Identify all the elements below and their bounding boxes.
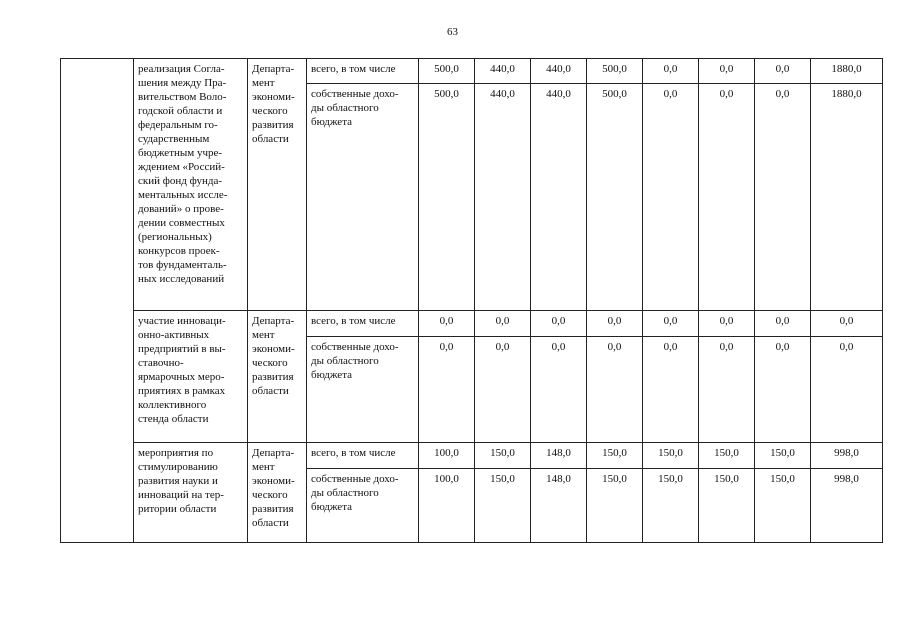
- value-cell: 0,0: [755, 59, 811, 84]
- value-cell: 0,0: [475, 311, 531, 337]
- measure-name-cell: участие инноваци- онно-активных предприятий в вы- ставочно- ярмарочных меро- приятиях в рамках коллективного стенда области: [134, 311, 248, 443]
- table-row: [61, 443, 883, 469]
- value-cell: 0,0: [643, 59, 699, 84]
- value-cell: 0,0: [419, 337, 475, 443]
- department-cell: Департа- мент экономи- ческого развития области: [248, 311, 307, 443]
- value-cell: 150,0: [587, 469, 643, 543]
- value-cell: 148,0: [531, 443, 587, 469]
- empty-left-column-cell: [61, 59, 134, 543]
- value-cell: 500,0: [587, 59, 643, 84]
- value-cell: 0,0: [699, 84, 755, 311]
- value-cell: 0,0: [531, 337, 587, 443]
- value-cell: 150,0: [587, 443, 643, 469]
- funding-source-label: собственные дохо- ды областного бюджета: [307, 337, 419, 443]
- value-cell: 150,0: [643, 443, 699, 469]
- value-cell: 150,0: [699, 469, 755, 543]
- table-row: [61, 59, 883, 84]
- value-total-cell: 0,0: [811, 311, 883, 337]
- value-cell: 0,0: [419, 311, 475, 337]
- value-cell: 0,0: [755, 337, 811, 443]
- funding-source-label: всего, в том числе: [307, 59, 419, 84]
- value-cell: 500,0: [587, 84, 643, 311]
- value-cell: 0,0: [643, 84, 699, 311]
- table-row: [61, 311, 883, 337]
- budget-table: [60, 58, 883, 543]
- value-cell: 0,0: [755, 311, 811, 337]
- value-cell: 0,0: [699, 59, 755, 84]
- funding-source-label: всего, в том числе: [307, 443, 419, 469]
- value-cell: 150,0: [475, 469, 531, 543]
- value-cell: 148,0: [531, 469, 587, 543]
- measure-name-cell: мероприятия по стимулированию развития науки и инноваций на тер- ритории области: [134, 443, 248, 543]
- value-total-cell: 1880,0: [811, 59, 883, 84]
- value-cell: 0,0: [531, 311, 587, 337]
- value-cell: 150,0: [755, 469, 811, 543]
- funding-source-label: всего, в том числе: [307, 311, 419, 337]
- department-cell: Департа- мент экономи- ческого развития области: [248, 443, 307, 543]
- value-cell: 0,0: [755, 84, 811, 311]
- value-cell: 150,0: [755, 443, 811, 469]
- value-cell: 500,0: [419, 84, 475, 311]
- value-cell: 0,0: [587, 337, 643, 443]
- value-total-cell: 0,0: [811, 337, 883, 443]
- page-number: 63: [447, 26, 458, 38]
- value-cell: 150,0: [699, 443, 755, 469]
- value-cell: 0,0: [699, 311, 755, 337]
- department-cell: Департа- мент экономи- ческого развития области: [248, 59, 307, 311]
- measure-name-cell: реализация Согла- шения между Пра- вительством Воло- годской области и федеральным го- сударственным бюджетным учре- ждением «Россий- ский фонд фунда- ментальных иссле- дований» о прове- дении совместных (региональных) конкурсов проек- тов фундаменталь- ных исследований: [134, 59, 248, 311]
- value-cell: 0,0: [475, 337, 531, 443]
- value-total-cell: 1880,0: [811, 84, 883, 311]
- funding-source-label: собственные дохо- ды областного бюджета: [307, 84, 419, 311]
- funding-source-label: собственные дохо- ды областного бюджета: [307, 469, 419, 543]
- value-cell: 440,0: [531, 84, 587, 311]
- value-total-cell: 998,0: [811, 443, 883, 469]
- value-cell: 150,0: [643, 469, 699, 543]
- value-cell: 440,0: [475, 84, 531, 311]
- value-cell: 500,0: [419, 59, 475, 84]
- value-cell: 0,0: [587, 311, 643, 337]
- value-cell: 0,0: [643, 311, 699, 337]
- value-cell: 150,0: [475, 443, 531, 469]
- value-cell: 440,0: [475, 59, 531, 84]
- value-cell: 0,0: [699, 337, 755, 443]
- value-cell: 440,0: [531, 59, 587, 84]
- value-cell: 0,0: [643, 337, 699, 443]
- value-cell: 100,0: [419, 443, 475, 469]
- value-total-cell: 998,0: [811, 469, 883, 543]
- value-cell: 100,0: [419, 469, 475, 543]
